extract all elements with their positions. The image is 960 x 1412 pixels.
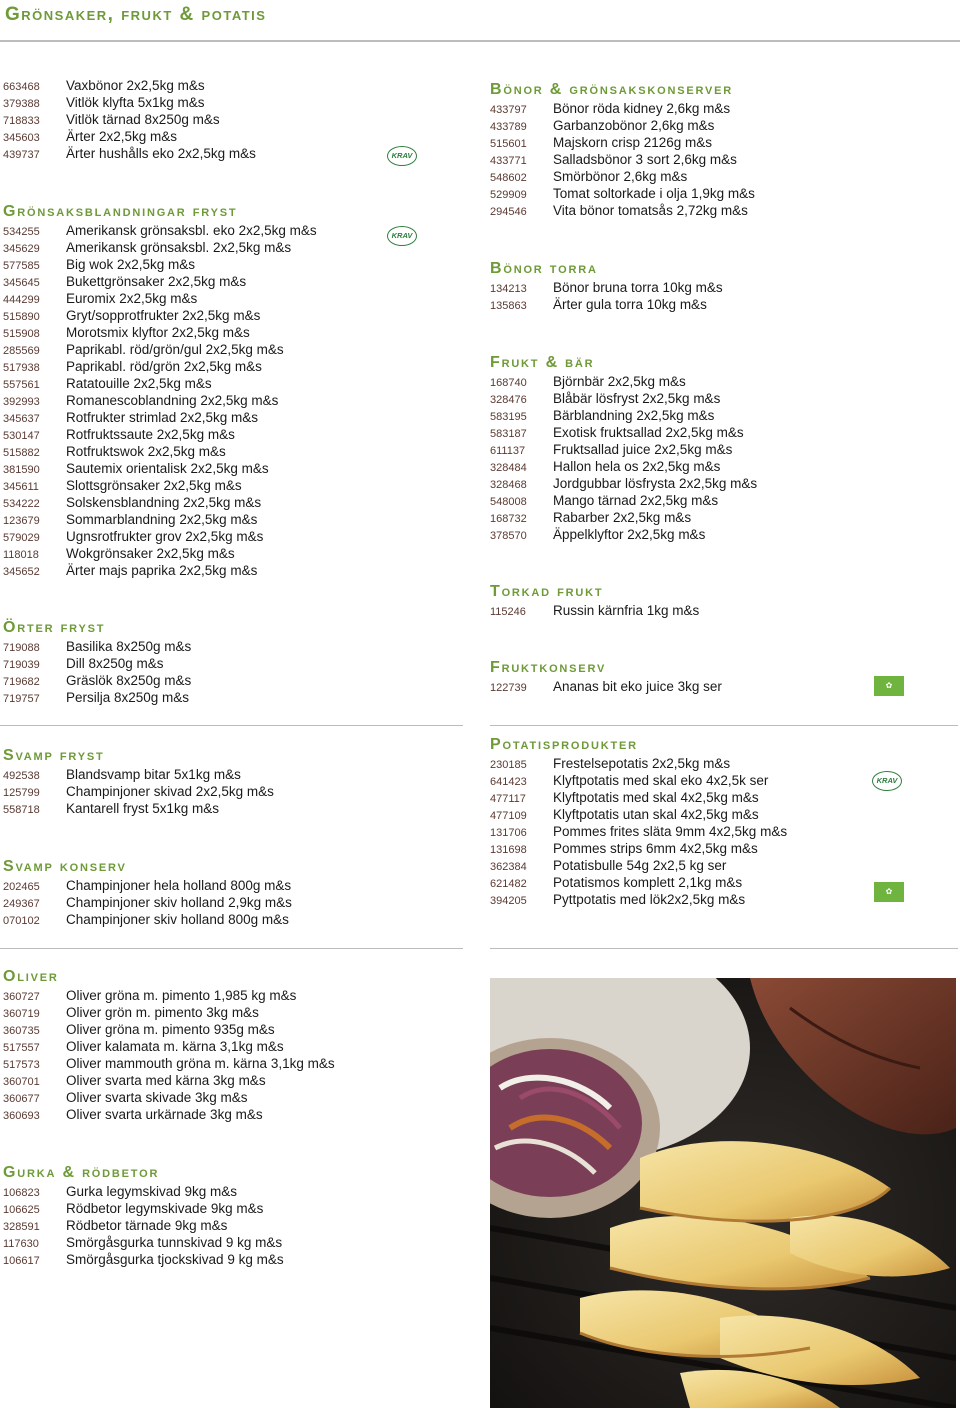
- product-code: 529909: [490, 189, 527, 201]
- product-row: [3, 477, 317, 494]
- product-row: [490, 678, 722, 695]
- product-row: [3, 545, 317, 562]
- product-name: Champinjoner skiv holland 2,9kg m&s: [66, 895, 292, 910]
- product-row: [490, 202, 755, 219]
- product-code: 557561: [3, 379, 40, 391]
- product-row: [3, 1072, 335, 1089]
- product-code: 611137: [490, 445, 526, 457]
- product-code: 328484: [490, 462, 527, 474]
- krav-logo-icon: KRAV: [387, 146, 417, 166]
- product-name: Basilika 8x250g m&s: [66, 639, 192, 654]
- product-name: Smörgåsgurka tjockskivad 9 kg m&s: [66, 1252, 284, 1267]
- section-divider: [0, 725, 463, 726]
- section-svamp-konserv: [3, 857, 292, 928]
- product-code: 577585: [3, 260, 40, 272]
- product-row: [3, 1234, 284, 1251]
- product-code: 360719: [3, 1008, 40, 1020]
- product-code: 345611: [3, 481, 39, 493]
- product-row: [3, 358, 317, 375]
- product-row: [490, 373, 757, 390]
- product-row: [3, 409, 317, 426]
- product-name: Oliver svarta med kärna 3kg m&s: [66, 1073, 266, 1088]
- product-code: 379388: [3, 98, 40, 110]
- product-row: [3, 145, 256, 162]
- product-code: 106823: [3, 1187, 40, 1199]
- product-row: [3, 1251, 284, 1268]
- product-code: 718833: [3, 115, 40, 127]
- product-name: Exotisk fruktsallad 2x2,5kg m&s: [553, 425, 744, 440]
- product-row: [3, 528, 317, 545]
- section-title: Svamp fryst: [3, 747, 105, 764]
- section-title: Oliver: [3, 968, 59, 985]
- product-name: Rabarber 2x2,5kg m&s: [553, 510, 692, 525]
- section-title: Frukt & bär: [490, 354, 595, 371]
- product-row: [490, 185, 755, 202]
- product-code: 719757: [3, 693, 40, 705]
- product-name: Wokgrönsaker 2x2,5kg m&s: [66, 546, 235, 561]
- product-code: 719682: [3, 676, 40, 688]
- product-code: 515890: [3, 311, 40, 323]
- section-divider: [490, 725, 958, 726]
- section-title: Bönor torra: [490, 260, 598, 277]
- product-name: Slottsgrönsaker 2x2,5kg m&s: [66, 478, 242, 493]
- product-name: Dill 8x250g m&s: [66, 656, 164, 671]
- product-row: [490, 789, 787, 806]
- krav-logo-icon: KRAV: [387, 226, 417, 246]
- product-name: Champinjoner skiv holland 800g m&s: [66, 912, 289, 927]
- product-row: [3, 273, 317, 290]
- product-name: Björnbär 2x2,5kg m&s: [553, 374, 686, 389]
- product-row: [3, 375, 317, 392]
- product-code: 719039: [3, 659, 40, 671]
- product-row: [3, 1106, 335, 1123]
- product-row: [490, 857, 787, 874]
- product-name: Bukettgrönsaker 2x2,5kg m&s: [66, 274, 247, 289]
- product-name: Ärter hushålls eko 2x2,5kg m&s: [66, 146, 256, 161]
- product-code: 345629: [3, 243, 40, 255]
- product-code: 548602: [490, 172, 527, 184]
- product-code: 548008: [490, 496, 527, 508]
- product-row: [490, 279, 723, 296]
- product-row: [490, 492, 757, 509]
- product-name: Big wok 2x2,5kg m&s: [66, 257, 196, 272]
- product-code: 070102: [3, 915, 40, 927]
- product-name: Russin kärnfria 1kg m&s: [553, 603, 700, 618]
- section-title: Bönor & grönsakskonserver: [490, 81, 734, 98]
- product-code: 360693: [3, 1110, 40, 1122]
- product-row: [3, 766, 274, 783]
- product-row: [490, 806, 787, 823]
- product-code: 641423: [490, 776, 527, 788]
- product-name: Morotsmix klyftor 2x2,5kg m&s: [66, 325, 250, 340]
- product-code: 115246: [490, 606, 526, 618]
- product-name: Pyttpotatis med lök2x2,5kg m&s: [553, 892, 746, 907]
- section-divider: [490, 948, 958, 949]
- product-name: Klyftpotatis med skal 4x2,5kg m&s: [553, 790, 759, 805]
- product-code: 477109: [490, 810, 527, 822]
- product-code: 328468: [490, 479, 527, 491]
- product-code: 106617: [3, 1255, 40, 1267]
- product-code: 118018: [3, 549, 39, 561]
- product-name: Kantarell fryst 5x1kg m&s: [66, 801, 220, 816]
- product-code: 433771: [490, 155, 527, 167]
- eu-organic-leaf-icon: ✿: [874, 676, 904, 696]
- section-title: Fruktkonserv: [490, 659, 607, 676]
- product-row: [3, 341, 317, 358]
- product-row: [490, 151, 755, 168]
- product-name: Ärter 2x2,5kg m&s: [66, 129, 178, 144]
- section-title: Örter fryst: [3, 619, 106, 636]
- product-code: 117630: [3, 1238, 39, 1250]
- product-code: 439737: [3, 149, 40, 161]
- product-name: Oliver gröna m. pimento 935g m&s: [66, 1022, 275, 1037]
- product-row: [3, 1217, 284, 1234]
- product-code: 345645: [3, 277, 40, 289]
- product-row: [490, 526, 757, 543]
- product-row: [3, 655, 191, 672]
- section-title: Torkad frukt: [490, 583, 604, 600]
- product-name: Rödbetor legymskivade 9kg m&s: [66, 1201, 264, 1216]
- product-code: 328476: [490, 394, 527, 406]
- product-row: [490, 390, 757, 407]
- product-name: Blandsvamp bitar 5x1kg m&s: [66, 767, 241, 782]
- product-row: [3, 1055, 335, 1072]
- section-torkad-frukt: [490, 582, 699, 619]
- product-name: Klyftpotatis utan skal 4x2,5kg m&s: [553, 807, 759, 822]
- product-name: Persilja 8x250g m&s: [66, 690, 190, 705]
- product-name: Oliver kalamata m. kärna 3,1kg m&s: [66, 1039, 284, 1054]
- product-code: 433797: [490, 104, 527, 116]
- product-row: [490, 823, 787, 840]
- product-name: Oliver gröna m. pimento 1,985 kg m&s: [66, 988, 297, 1003]
- product-row: [3, 877, 292, 894]
- product-row: [3, 426, 317, 443]
- product-row: [3, 638, 191, 655]
- product-name: Pommes frites släta 9mm 4x2,5kg m&s: [553, 824, 788, 839]
- product-row: [490, 840, 787, 857]
- product-row: [3, 1183, 284, 1200]
- product-code: 134213: [490, 283, 527, 295]
- product-row: [490, 441, 757, 458]
- product-code: 360735: [3, 1025, 40, 1037]
- product-row: [3, 239, 317, 256]
- product-row: [3, 1200, 284, 1217]
- product-name: Oliver mammouth gröna m. kärna 3,1kg m&s: [66, 1056, 335, 1071]
- product-code: 534255: [3, 226, 40, 238]
- product-code: 168732: [490, 513, 527, 525]
- product-row: [490, 602, 699, 619]
- product-name: Pommes strips 6mm 4x2,5kg m&s: [553, 841, 758, 856]
- product-row: [3, 128, 256, 145]
- section-frukt-bar: [490, 353, 757, 543]
- product-code: 530147: [3, 430, 40, 442]
- product-name: Hallon hela os 2x2,5kg m&s: [553, 459, 721, 474]
- product-row: [3, 111, 256, 128]
- section-bonor-torra: [490, 259, 723, 313]
- product-name: Frestelsepotatis 2x2,5kg m&s: [553, 756, 731, 771]
- product-row: [490, 424, 757, 441]
- product-code: 362384: [490, 861, 527, 873]
- product-name: Vaxbönor 2x2,5kg m&s: [66, 78, 205, 93]
- product-name: Vitlök klyfta 5x1kg m&s: [66, 95, 205, 110]
- product-code: 106625: [3, 1204, 40, 1216]
- product-name: Klyftpotatis med skal eko 4x2,5k ser: [553, 773, 769, 788]
- product-code: 131698: [490, 844, 527, 856]
- product-name: Oliver grön m. pimento 3kg m&s: [66, 1005, 259, 1020]
- product-code: 378570: [490, 530, 527, 542]
- product-code: 492538: [3, 770, 40, 782]
- product-row: [490, 168, 755, 185]
- product-row: [3, 1021, 335, 1038]
- product-code: 515601: [490, 138, 527, 150]
- product-row: [3, 392, 317, 409]
- product-name: Amerikansk grönsaksbl. eko 2x2,5kg m&s: [66, 223, 317, 238]
- product-code: 394205: [490, 895, 527, 907]
- product-name: Sommarblandning 2x2,5kg m&s: [66, 512, 258, 527]
- product-row: [3, 783, 274, 800]
- product-row: [490, 772, 787, 789]
- eu-organic-leaf-icon: ✿: [874, 882, 904, 902]
- product-code: 558718: [3, 804, 40, 816]
- product-code: 477117: [490, 793, 526, 805]
- product-row: [3, 1089, 335, 1106]
- section-fruktkonserv: [490, 658, 722, 695]
- product-row: [3, 672, 191, 689]
- product-code: 345637: [3, 413, 40, 425]
- page-title: Grönsaker, frukt & potatis: [5, 4, 267, 25]
- product-row: [3, 290, 317, 307]
- product-name: Smörgåsgurka tunnskivad 9 kg m&s: [66, 1235, 283, 1250]
- product-name: Romanescoblandning 2x2,5kg m&s: [66, 393, 279, 408]
- product-row: [3, 911, 292, 928]
- product-code: 515908: [3, 328, 40, 340]
- product-code: 294546: [490, 206, 527, 218]
- product-code: 230185: [490, 759, 527, 771]
- product-name: Garbanzobönor 2,6kg m&s: [553, 118, 715, 133]
- product-row: [490, 509, 757, 526]
- section-title: Gurka & rödbetor: [3, 1164, 160, 1181]
- product-code: 125799: [3, 787, 40, 799]
- product-code: 345652: [3, 566, 40, 578]
- product-row: [3, 256, 317, 273]
- product-code: 360727: [3, 991, 40, 1003]
- product-row: [490, 117, 755, 134]
- title-divider: [0, 40, 960, 42]
- product-name: Mango tärnad 2x2,5kg m&s: [553, 493, 719, 508]
- product-name: Oliver svarta urkärnade 3kg m&s: [66, 1107, 263, 1122]
- product-name: Rödbetor tärnade 9kg m&s: [66, 1218, 228, 1233]
- product-row: [3, 324, 317, 341]
- product-name: Ärter majs paprika 2x2,5kg m&s: [66, 563, 258, 578]
- product-code: 444299: [3, 294, 40, 306]
- product-row: [3, 222, 317, 239]
- product-code: 583187: [490, 428, 527, 440]
- product-name: Paprikabl. röd/grön/gul 2x2,5kg m&s: [66, 342, 284, 357]
- product-name: Blåbär lösfryst 2x2,5kg m&s: [553, 391, 721, 406]
- product-row: [490, 407, 757, 424]
- product-row: [3, 460, 317, 477]
- product-code: 517938: [3, 362, 40, 374]
- product-name: Champinjoner skivad 2x2,5kg m&s: [66, 784, 274, 799]
- product-row: [490, 296, 723, 313]
- product-name: Salladsbönor 3 sort 2,6kg m&s: [553, 152, 737, 167]
- section-divider: [0, 948, 463, 949]
- section-gurka-rodbetor: [3, 1163, 284, 1268]
- product-name: Gurka legymskivad 9kg m&s: [66, 1184, 238, 1199]
- product-code: 345603: [3, 132, 40, 144]
- product-row: [490, 874, 787, 891]
- product-code: 360701: [3, 1076, 40, 1088]
- product-name: Bärblandning 2x2,5kg m&s: [553, 408, 715, 423]
- product-name: Amerikansk grönsaksbl. 2x2,5kg m&s: [66, 240, 292, 255]
- product-name: Tomat soltorkade i olja 1,9kg m&s: [553, 186, 755, 201]
- section-basics: [3, 77, 256, 162]
- krav-logo-icon: KRAV: [872, 771, 902, 791]
- product-row: [3, 800, 274, 817]
- product-name: Rotfruktswok 2x2,5kg m&s: [66, 444, 226, 459]
- product-name: Champinjoner hela holland 800g m&s: [66, 878, 292, 893]
- product-code: 392993: [3, 396, 40, 408]
- product-name: Gräslök 8x250g m&s: [66, 673, 192, 688]
- product-code: 719088: [3, 642, 40, 654]
- product-name: Potatisbulle 54g 2x2,5 kg ser: [553, 858, 727, 873]
- product-name: Solskensblandning 2x2,5kg m&s: [66, 495, 262, 510]
- section-oliver: [3, 967, 335, 1123]
- product-row: [490, 891, 787, 908]
- product-code: 433789: [490, 121, 527, 133]
- product-name: Rotfrukter strimlad 2x2,5kg m&s: [66, 410, 259, 425]
- product-code: 135863: [490, 300, 527, 312]
- section-potatisprodukter: [490, 735, 787, 908]
- product-row: [490, 458, 757, 475]
- product-row: [3, 689, 191, 706]
- product-row: [490, 134, 755, 151]
- product-row: [3, 987, 335, 1004]
- product-row: [490, 100, 755, 117]
- product-code: 168740: [490, 377, 527, 389]
- product-name: Potatismos komplett 2,1kg m&s: [553, 875, 743, 890]
- section-title: Grönsaksblandningar fryst: [3, 203, 238, 220]
- potato-wedges-photo: [490, 978, 956, 1408]
- product-name: Gryt/sopprotfrukter 2x2,5kg m&s: [66, 308, 261, 323]
- product-name: Majskorn crisp 2126g m&s: [553, 135, 713, 150]
- product-row: [3, 562, 317, 579]
- product-code: 534222: [3, 498, 40, 510]
- product-code: 517573: [3, 1059, 40, 1071]
- product-code: 515882: [3, 447, 40, 459]
- product-code: 583195: [490, 411, 527, 423]
- section-gronsaksblandningar: [3, 202, 317, 579]
- product-name: Oliver svarta skivade 3kg m&s: [66, 1090, 248, 1105]
- potato-wedges-illustration: [490, 978, 956, 1408]
- product-code: 249367: [3, 898, 40, 910]
- product-name: Jordgubbar lösfrysta 2x2,5kg m&s: [553, 476, 758, 491]
- product-name: Vitlök tärnad 8x250g m&s: [66, 112, 220, 127]
- product-name: Euromix 2x2,5kg m&s: [66, 291, 198, 306]
- product-code: 285569: [3, 345, 40, 357]
- section-title: Potatisprodukter: [490, 736, 638, 753]
- product-name: Bönor röda kidney 2,6kg m&s: [553, 101, 731, 116]
- product-name: Fruktsallad juice 2x2,5kg m&s: [553, 442, 733, 457]
- product-name: Vita bönor tomatsås 2,72kg m&s: [553, 203, 748, 218]
- product-name: Paprikabl. röd/grön 2x2,5kg m&s: [66, 359, 262, 374]
- product-name: Ugnsrotfrukter grov 2x2,5kg m&s: [66, 529, 264, 544]
- section-svamp-fryst: [3, 746, 274, 817]
- product-name: Rotfruktssaute 2x2,5kg m&s: [66, 427, 235, 442]
- product-row: [490, 475, 757, 492]
- section-orter: [3, 618, 191, 706]
- product-row: [3, 307, 317, 324]
- product-name: Smörbönor 2,6kg m&s: [553, 169, 688, 184]
- product-row: [3, 1038, 335, 1055]
- product-row: [3, 77, 256, 94]
- product-name: Bönor bruna torra 10kg m&s: [553, 280, 723, 295]
- product-name: Ärter gula torra 10kg m&s: [553, 297, 707, 312]
- product-name: Äppelklyftor 2x2,5kg m&s: [553, 527, 706, 542]
- product-name: Sautemix orientalisk 2x2,5kg m&s: [66, 461, 269, 476]
- product-code: 123679: [3, 515, 40, 527]
- product-row: [3, 94, 256, 111]
- product-row: [490, 755, 787, 772]
- product-name: Ananas bit eko juice 3kg ser: [553, 679, 722, 694]
- product-code: 381590: [3, 464, 40, 476]
- product-name: Ratatouille 2x2,5kg m&s: [66, 376, 212, 391]
- product-row: [3, 443, 317, 460]
- section-title: Svamp konserv: [3, 858, 127, 875]
- product-row: [3, 494, 317, 511]
- product-code: 131706: [490, 827, 527, 839]
- product-code: 122739: [490, 682, 527, 694]
- product-code: 663468: [3, 81, 40, 93]
- product-code: 517557: [3, 1042, 40, 1054]
- product-code: 579029: [3, 532, 40, 544]
- product-row: [3, 1004, 335, 1021]
- product-code: 621482: [490, 878, 527, 890]
- product-code: 360677: [3, 1093, 40, 1105]
- product-code: 328591: [3, 1221, 40, 1233]
- product-row: [3, 894, 292, 911]
- product-row: [3, 511, 317, 528]
- product-code: 202465: [3, 881, 40, 893]
- section-bonor-gronsakskonserver: [490, 80, 755, 219]
